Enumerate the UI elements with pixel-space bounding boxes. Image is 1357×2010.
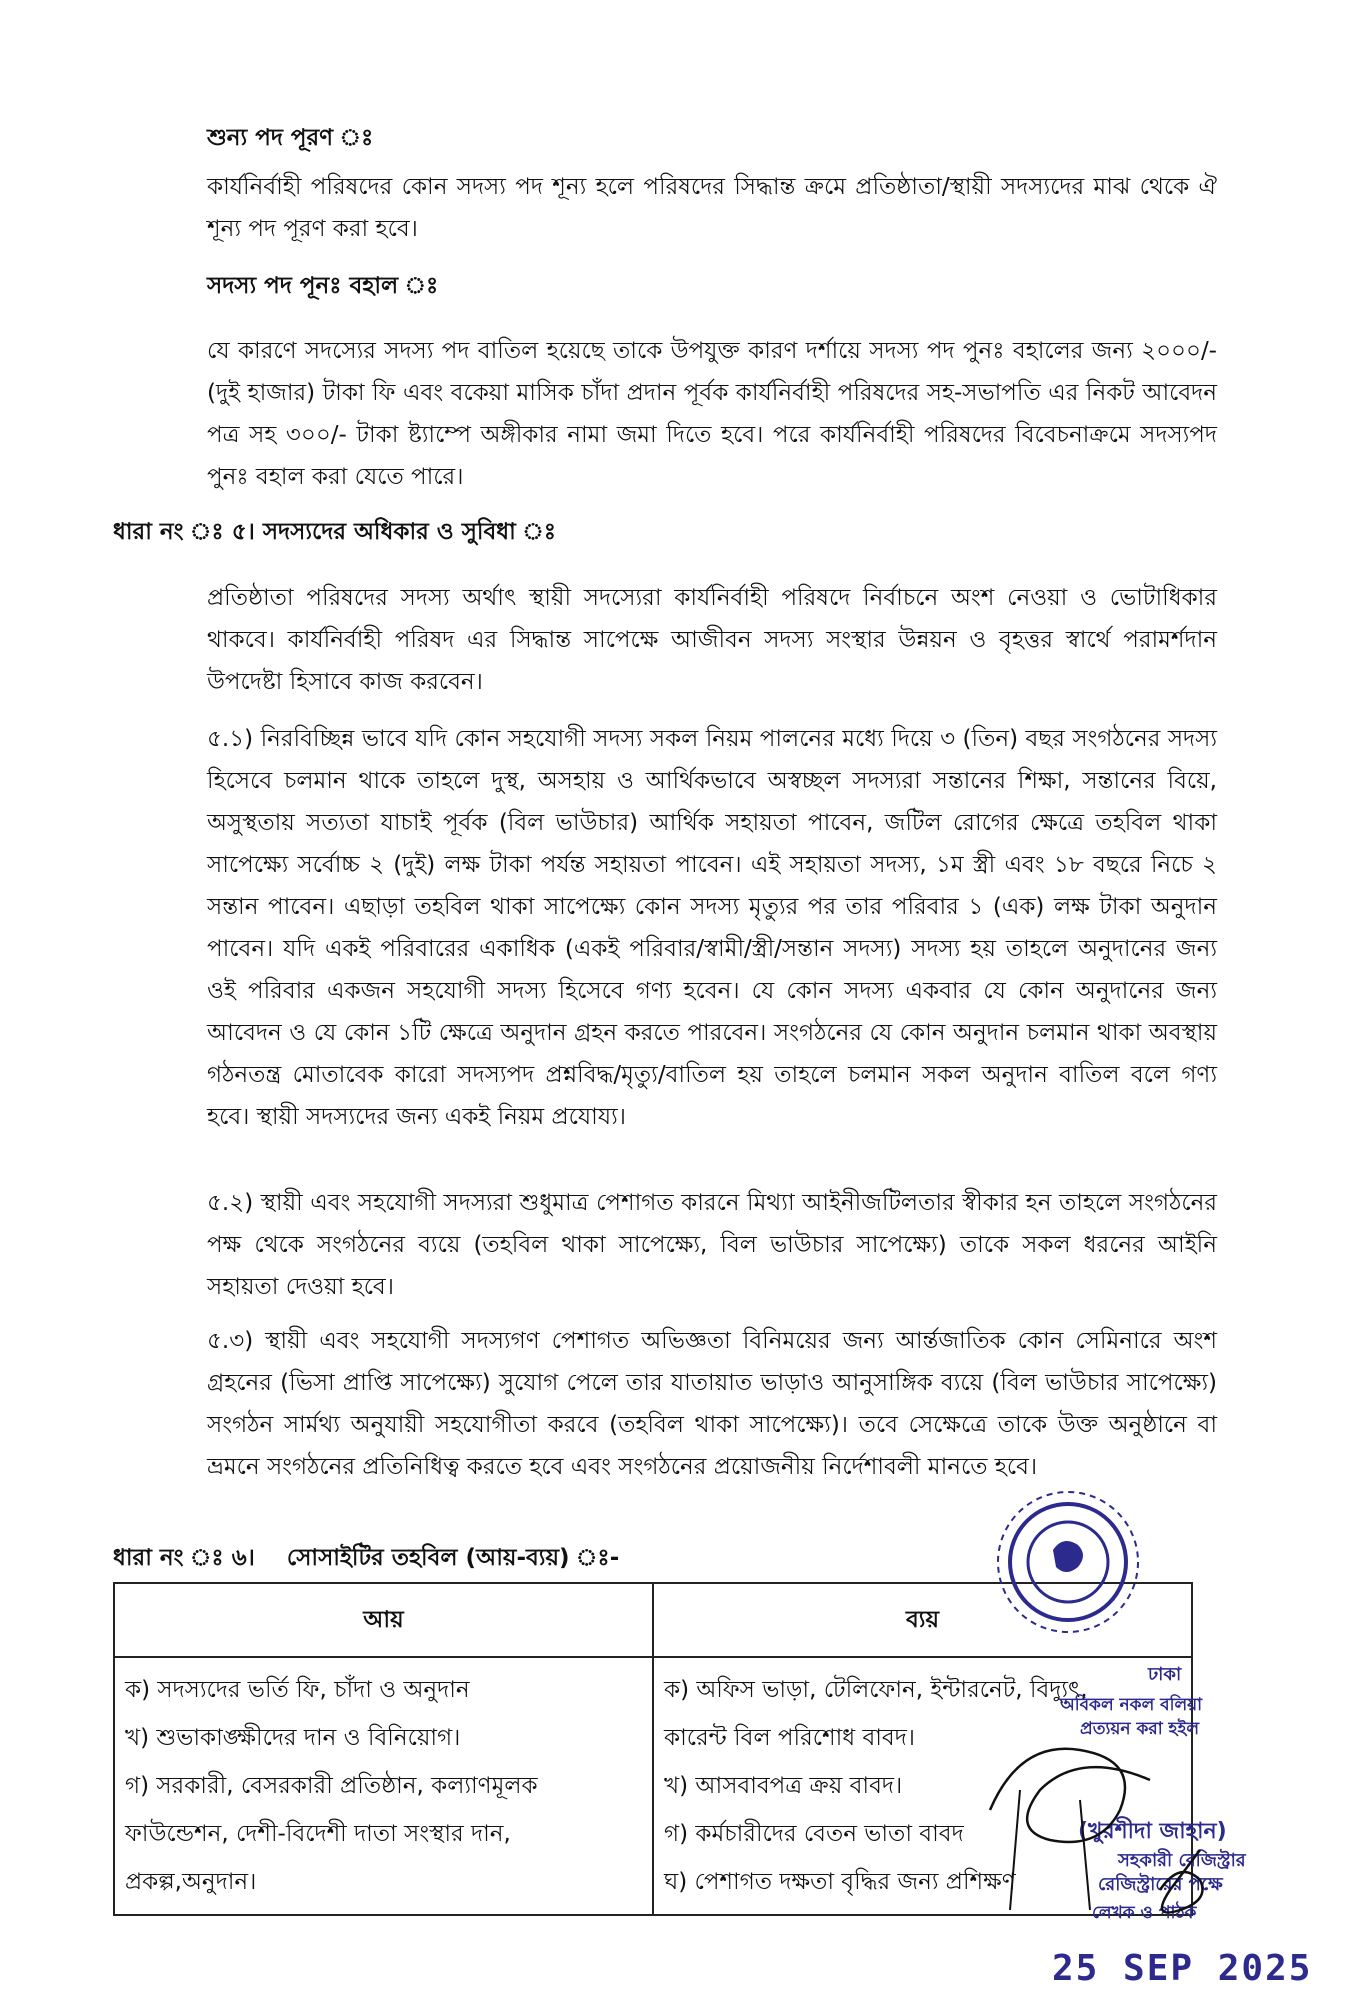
vacancy-heading-text: শুন্য পদ পূরণ ঃ xyxy=(207,125,374,151)
income-header: আয় xyxy=(114,1583,653,1657)
stamp-officer-name: (খুরশীদা জাহান) xyxy=(1078,1819,1227,1844)
stamp-certified-line1: অবিকল নকল বলিয়া xyxy=(1060,1695,1203,1715)
income-item: ক) সদস্যদের ভর্তি ফি, চাঁদা ও অনুদান xyxy=(125,1677,470,1703)
section5-intro-text: প্রতিষ্ঠাতা পরিষদের সদস্য অর্থাৎ স্থায়ী সদস্যেরা কার্যনির্বাহী পরিষদে নির্বাচনে অংশ নেওয়া ও ভোটাধিকার থাকবে। কার্যনির্বাহী পরিষদ এর সিদ্ধান্ত সাপেক্ষে আজীবন সদস্য সংস্থার উন্নয়ন ও বৃহত্তর স্বার্থে পরামর্শদান উপদেষ্টা হিসাবে কাজ করবেন। xyxy=(207,585,1217,695)
section6-heading xyxy=(113,1538,813,1578)
signature-icon xyxy=(960,1690,1230,1950)
section5-intro xyxy=(207,577,1217,703)
reinstatement-paragraph xyxy=(207,330,1217,498)
income-item: খ) শুভাকাঙ্ক্ষীদের দান ও বিনিয়োগ। xyxy=(125,1725,461,1751)
section6-heading-text: ধারা নং ঃ ৬। সোসাইটির তহবিল (আয়-ব্যয়) ঃ- xyxy=(113,1545,620,1571)
income-item: গ) সরকারী, বেসরকারী প্রতিষ্ঠান, কল্যাণমূলক xyxy=(125,1773,538,1799)
expense-item: গ) কর্মচারীদের বেতন ভাতা বাবদ xyxy=(664,1821,964,1847)
vacancy-paragraph xyxy=(207,166,1217,250)
section5-heading xyxy=(113,512,1213,552)
vacancy-heading xyxy=(207,118,1187,158)
stamp-office: রেজিস্ট্রারের পক্ষে xyxy=(1098,1874,1223,1895)
income-item: প্রকল্প,অনুদান। xyxy=(125,1869,257,1895)
expense-item: খ) আসবাবপত্র ক্রয় বাবদ। xyxy=(664,1773,903,1799)
official-seal-icon xyxy=(968,1480,1168,1650)
clause-5-2-text: ৫.২) স্থায়ী এবং সহযোগী সদস্যরা শুধুমাত্র পেশাগত কারনে মিথ্যা আইনীজটিলতার স্বীকার হন তাহলে সংগঠনের পক্ষ থেকে সংগঠনের ব্যয়ে (তহবিল থাকা সাপেক্ষ্যে, বিল ভাউচার সাপেক্ষ্যে) তাকে সকল ধরনের আইনি সহায়তা দেওয়া হবে। xyxy=(207,1190,1217,1300)
clause-5-3 xyxy=(207,1320,1217,1488)
reinstatement-heading-text: সদস্য পদ পূনঃ বহাল ঃ xyxy=(207,273,439,299)
clause-5-2 xyxy=(207,1182,1217,1308)
reinstatement-body-text: যে কারণে সদস্যের সদস্য পদ বাতিল হয়েছে তাকে উপযুক্ত কারণ দর্শায়ে সদস্য পদ পুনঃ বহালের জন্য ২০০০/- (দুই হাজার) টাকা ফি এবং বকেয়া মাসিক চাঁদা প্রদান পূর্বক কার্যনির্বাহী পরিষদের সহ-সভাপতি এর নিকট আবেদন পত্র সহ ৩০০/- টাকা ষ্ট্যাম্পে অঙ্গীকার নামা জমা দিতে হবে। পরে কার্যনির্বাহী পরিষদের বিবেচনাক্রমে সদস্যপদ পুনঃ বহাল করা যেতে পারে। xyxy=(207,338,1217,490)
income-item: ফাউন্ডেশন, দেশী-বিদেশী দাতা সংস্থার দান, xyxy=(125,1821,511,1847)
expense-item: ক) অফিস ভাড়া, টেলিফোন, ইন্টারনেট, বিদ্যুৎ, xyxy=(664,1677,1088,1703)
expense-item: কারেন্ট বিল পরিশোধ বাবদ। xyxy=(664,1725,916,1751)
clause-5-1 xyxy=(207,718,1217,1138)
stamp-date: 25 SEP 2025 xyxy=(1052,1948,1313,1989)
stamp-certified-line2: প্রত্যয়ন করা হইল xyxy=(1080,1719,1199,1739)
stamp-officer-title: সহকারী রেজিস্ট্রার xyxy=(1118,1850,1246,1871)
stamp-office-2: লেখক ও পাঠক xyxy=(1092,1903,1197,1923)
clause-5-1-text: ৫.১) নিরবিচ্ছিন্ন ভাবে যদি কোন সহযোগী সদস্য সকল নিয়ম পালনের মধ্যে দিয়ে ৩ (তিন) বছর সংগঠনের সদস্য হিসেবে চলমান থাকে তাহলে দুস্থ, অসহায় ও আর্থিকভাবে অস্বচ্ছল সদস্যরা সন্তানের শিক্ষা, সন্তানের বিয়ে, অসুস্থতায় সত্যতা যাচাই পূর্বক (বিল ভাউচার) আর্থিক সহায়তা পাবেন, জটিল রোগের ক্ষেত্রে তহবিল থাকা সাপেক্ষ্যে সর্বোচ্চ ২ (দুই) লক্ষ টাকা পর্যন্ত সহায়তা পাবেন। এই সহায়তা সদস্য, ১ম স্ত্রী এবং ১৮ বছরে নিচে ২ সন্তান পাবেন। এছাড়া তহবিল থাকা সাপেক্ষ্যে কোন সদস্য মৃত্যুর পর তার পরিবার ১ (এক) লক্ষ টাকা অনুদান পাবেন। যদি একই পরিবারের একাধিক (একই পরিবার/স্বামী/স্ত্রী/সন্তান সদস্য) সদস্য হয় তাহলে অনুদানের জন্য ওই পরিবার একজন সহযোগী সদস্য হিসেবে গণ্য হবেন। যে কোন সদস্য একবার যে কোন অনুদানের জন্য আবেদন ও যে কোন ১টি ক্ষেত্রে অনুদান গ্রহন করতে পারবেন। সংগঠনের যে কোন অনুদান চলমান থাকা অবস্থায় গঠনতন্ত্র মোতাবেক কারো সদস্যপদ প্রশ্নবিদ্ধ/মৃত্যু/বাতিল হয় তাহলে চলমান সকল অনুদান বাতিল বলে গণ্য হবে। স্থায়ী সদস্যদের জন্য একই নিয়ম প্রযোয্য। xyxy=(207,726,1217,1130)
stamp-city: ঢাকা xyxy=(1148,1664,1182,1685)
clause-5-3-text: ৫.৩) স্থায়ী এবং সহযোগী সদস্যগণ পেশাগত অভিজ্ঞতা বিনিময়ের জন্য আর্ন্তজাতিক কোন সেমিনারে অংশ গ্রহনের (ভিসা প্রাপ্তি সাপেক্ষ্যে) সুযোগ পেলে তার যাতায়াত ভাড়াও আনুসাঙ্গিক ব্যয়ে (বিল ভাউচার সাপেক্ষ্যে) সংগঠন সার্মথ্য অনুযায়ী সহযোগীতা করবে (তহবিল থাকা সাপেক্ষ্যে)। তবে সেক্ষেত্রে তাকে উক্ত অনুষ্ঠানে বা ভ্রমনে সংগঠনের প্রতিনিধিত্ব করতে হবে এবং সংগঠনের প্রয়োজনীয় নির্দেশাবলী মানতে হবে। xyxy=(207,1328,1217,1480)
vacancy-body-text: কার্যনির্বাহী পরিষদের কোন সদস্য পদ শূন্য হলে পরিষদের সিদ্ধান্ত ক্রমে প্রতিষ্ঠাতা/স্থায়ী সদস্যদের মাঝ থেকে ঐ শূন্য পদ পূরণ করা হবে। xyxy=(207,174,1217,242)
income-cell xyxy=(114,1657,653,1915)
expense-item: ঘ) পেশাগত দক্ষতা বৃদ্ধির জন্য প্রশিক্ষণ xyxy=(664,1869,1016,1895)
reinstatement-heading xyxy=(207,266,1187,306)
section5-heading-text: ধারা নং ঃ ৫। সদস্যদের অধিকার ও সুবিধা ঃ xyxy=(113,519,557,545)
expense-header: ব্যয় xyxy=(653,1583,1192,1657)
